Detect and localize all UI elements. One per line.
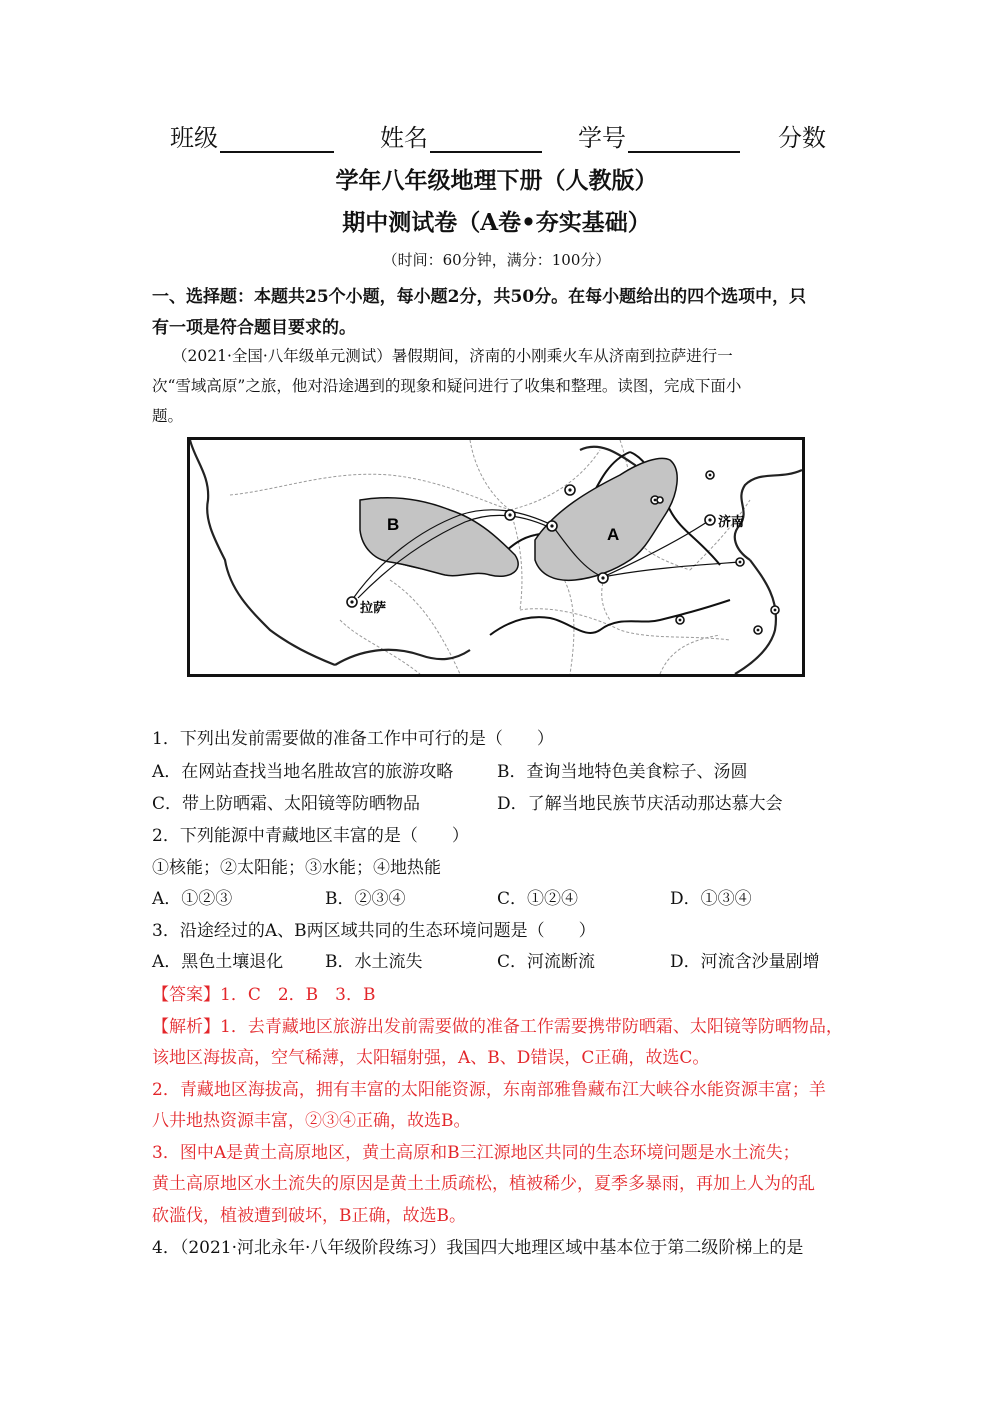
analysis-line2: 该地区海拔高，空气稀薄，太阳辐射强，A、B、D错误，C正确，故选C。: [152, 1048, 710, 1068]
q1-stem: 1．下列出发前需要做的准备工作中可行的是（ ）: [152, 729, 554, 749]
name-blank[interactable]: [430, 125, 542, 153]
analysis-line7: 砍滥伐，植被遭到破坏，B正确，故选B。: [152, 1206, 466, 1226]
q3-option-d[interactable]: D．河流含沙量剧增: [670, 952, 820, 972]
analysis-line3: 2．青藏地区海拔高，拥有丰富的太阳能资源，东南部雅鲁藏布江大峡谷水能资源丰富；羊: [152, 1080, 826, 1100]
q2-option-d[interactable]: D．①③④: [670, 889, 752, 909]
name-field[interactable]: [380, 118, 542, 153]
q4-stem: 4．（2021·河北永年·八年级阶段练习）我国四大地理区域中基本位于第二级阶梯上的是: [152, 1238, 804, 1258]
route-map: [187, 437, 805, 677]
city-shijiazhuang: [657, 497, 663, 503]
label-region-b: B: [387, 515, 400, 534]
student-id-label: 学号: [578, 124, 626, 152]
student-id-blank[interactable]: [628, 125, 740, 153]
analysis-line5: 3．图中A是黄土高原地区，黄土高原和B三江源地区共同的生态环境问题是水土流失；: [152, 1143, 800, 1163]
q1-option-c[interactable]: C．带上防晒霜、太阳镜等防晒物品: [152, 794, 421, 814]
exam-info: （时间：60分钟，满分：100分）: [382, 251, 611, 269]
q3-option-a[interactable]: A．黑色土壤退化: [152, 952, 284, 972]
intro-line2: 次“雪域高原”之旅，他对沿途遇到的现象和疑问进行了收集和整理。读图，完成下面小: [152, 377, 742, 395]
q3-stem: 3．沿途经过的A、B两区域共同的生态环境问题是（ ）: [152, 921, 596, 941]
section-heading-line1: 一、选择题：本题共25个小题，每小题2分，共50分。在每小题给出的四个选项中，只: [152, 287, 807, 307]
q3-option-c[interactable]: C．河流断流: [497, 952, 596, 972]
q2-items: ①核能；②太阳能；③水能；④地热能: [152, 858, 441, 878]
q1-option-a[interactable]: A．在网站查找当地名胜故宫的旅游攻略: [152, 762, 454, 782]
score-field: [778, 118, 826, 153]
answer-key: 【答案】1．C 2．B 3．B: [152, 985, 376, 1005]
region-a: [535, 458, 677, 580]
analysis-line4: 八井地热资源丰富，②③④正确，故选B。: [152, 1111, 471, 1131]
name-label: 姓名: [380, 124, 428, 152]
q1-option-d[interactable]: D．了解当地民族节庆活动那达慕大会: [497, 794, 783, 814]
score-label: 分数: [778, 124, 826, 152]
q2-option-a[interactable]: A．①②③: [152, 889, 233, 909]
q2-stem: 2．下列能源中青藏地区丰富的是（ ）: [152, 826, 469, 846]
analysis-line1: 【解析】1．去青藏地区旅游出发前需要做的准备工作需要携带防晒霜、太阳镜等防晒物品，: [152, 1017, 843, 1037]
label-jinan: 济南: [718, 515, 745, 530]
label-region-a: A: [607, 525, 620, 544]
q1-option-b[interactable]: B．查询当地特色美食粽子、汤圆: [497, 762, 748, 782]
page-subtitle: 期中测试卷（A卷•夯实基础）: [342, 209, 651, 236]
route-map-svg: [190, 440, 802, 674]
q3-option-b[interactable]: B．水土流失: [325, 952, 423, 972]
class-blank[interactable]: [220, 125, 334, 153]
student-id-field[interactable]: [578, 118, 740, 153]
intro-line3: 题。: [152, 407, 184, 425]
intro-line1: （2021·全国·八年级单元测试）暑假期间，济南的小刚乘火车从济南到拉萨进行一: [172, 347, 733, 365]
class-field[interactable]: [170, 118, 334, 153]
label-lhasa: 拉萨: [360, 601, 387, 616]
page-title: 学年八年级地理下册（人教版）: [335, 167, 658, 194]
class-label: 班级: [170, 124, 218, 152]
q2-option-b[interactable]: B．②③④: [325, 889, 406, 909]
analysis-line6: 黄土高原地区水土流失的原因是黄土土质疏松，植被稀少，夏季多暴雨，再加上人为的乱: [152, 1174, 815, 1194]
q2-option-c[interactable]: C．①②④: [497, 889, 579, 909]
section-heading-line2: 有一项是符合题目要求的。: [152, 318, 356, 338]
